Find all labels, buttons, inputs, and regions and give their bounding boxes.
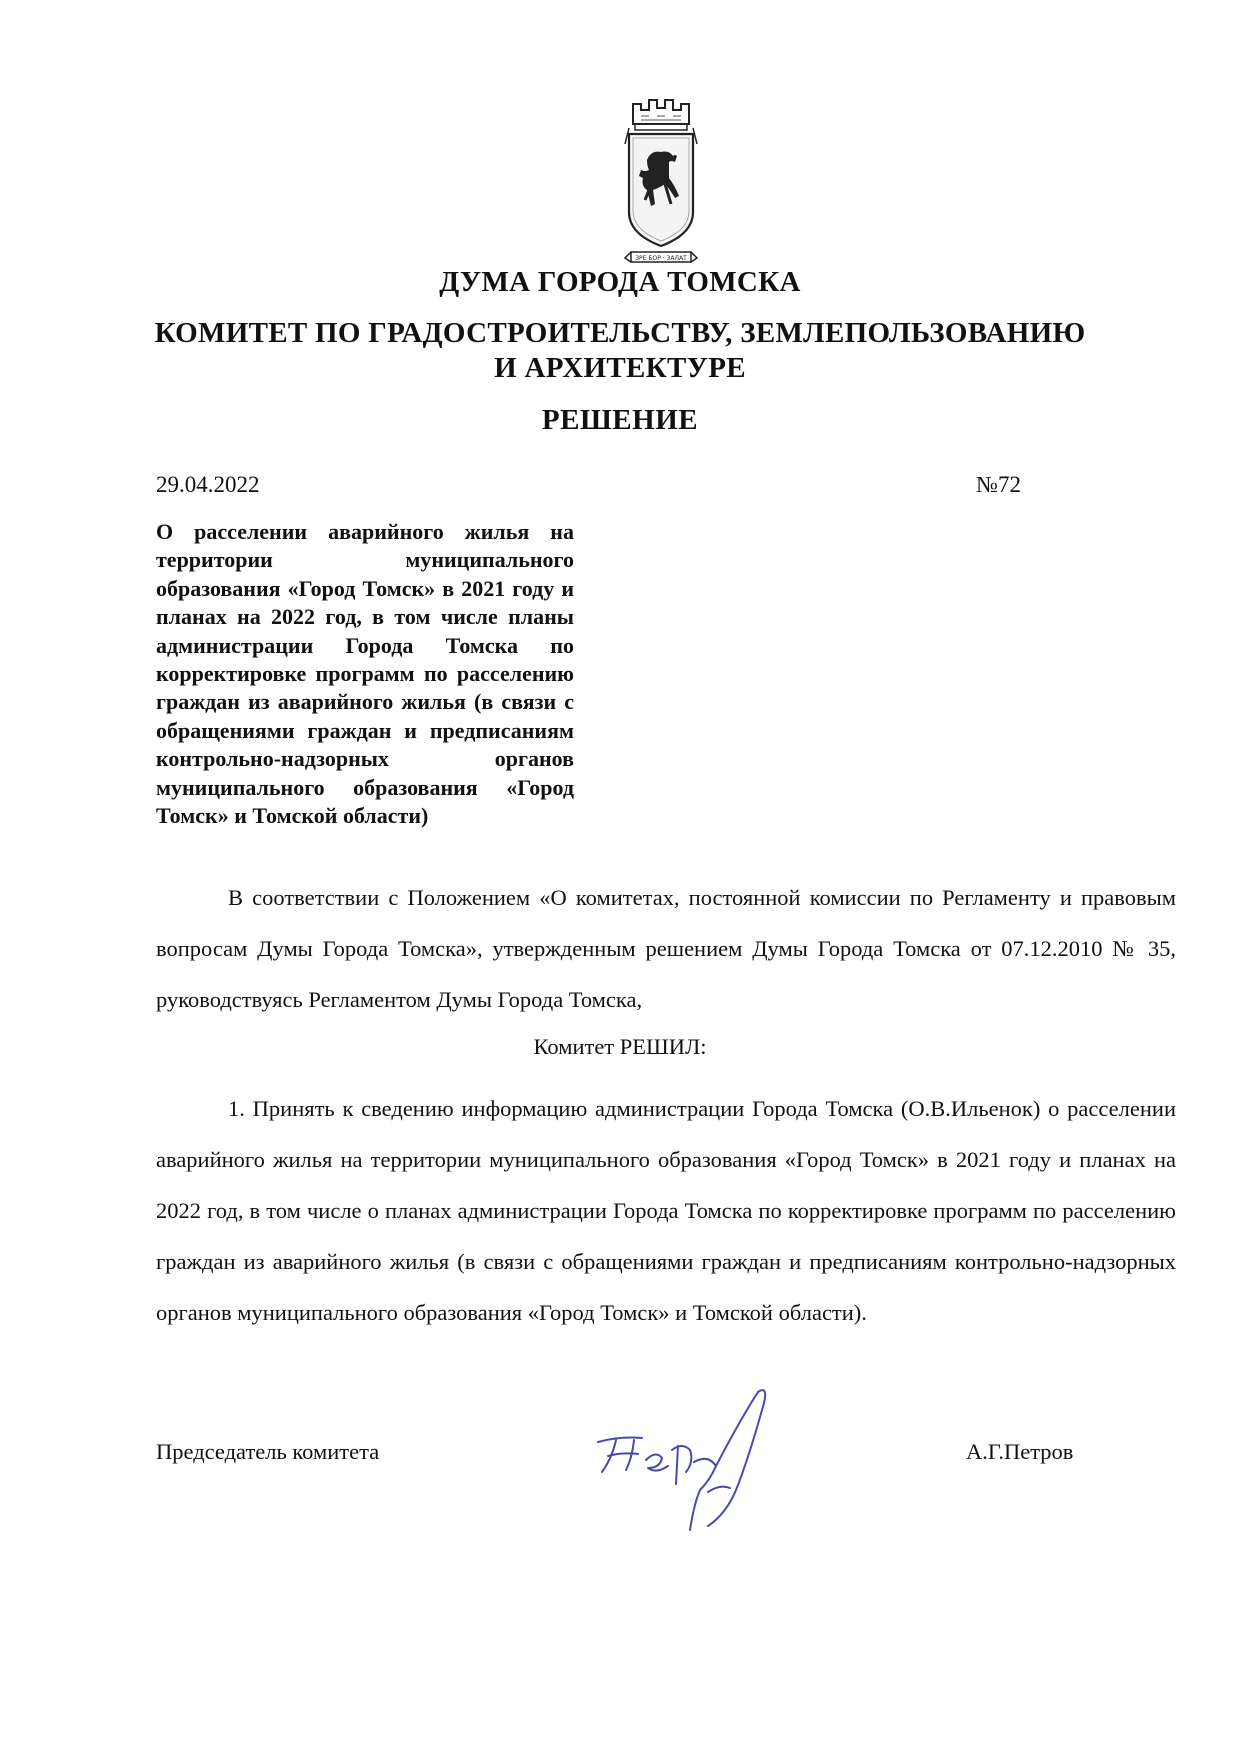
document-date: 29.04.2022 [156,472,260,497]
coat-of-arms-icon [611,94,711,274]
document-type: РЕШЕНИЕ [541,404,699,436]
motto-text: ЗРЕ БОР · ЗАЛАТ [635,255,687,262]
committee-title-line1: КОМИТЕТ ПО ГРАДОСТРОИТЕЛЬСТВУ, ЗЕМЛЕПОЛЬЗОВАНИЮ [154,317,1086,349]
document-subject: О расселении аварийного жилья на территории муниципального образования «Город Томск» в 2021 году и планах на 2022 год, в том числе планы администрации Города Томска по корректировке программ по расселению граждан из аварийного жилья (в связи с обращениями граждан и предписаниям контрольно-надзорных органов муниципального образования «Город Томск» и Томской области) [156,519,574,829]
committee-title [0,316,1240,386]
handwritten-signature-icon [590,1380,810,1550]
decision-item-1: 1. Принять к сведению информацию администрации Города Томска (О.В.Ильенок) о расселении аварийного жилья на территории муниципального образования «Город Томск» в 2021 году и планах на 2022 год, в том числе о планах администрации Города Томска по корректировке программ по расселению граждан из аварийного жилья (в связи с обращениями граждан и предписаниям контрольно-надзорных органов муниципального образования «Город Томск» и Томской области). [156,1096,1176,1325]
document-number: №72 [976,472,1021,497]
organization-title: ДУМА ГОРОДА ТОМСКА [439,266,801,298]
preamble-paragraph: В соответствии с Положением «О комитетах, постоянной комиссии по Регламенту и правовым вопросам Думы Города Томска», утвержденным решением Думы Города Томска от 07.12.2010 № 35, руководствуясь Регламентом Думы Города Томска, [156,885,1176,1012]
committee-title-line2: И АРХИТЕКТУРЕ [494,352,746,384]
signatory-name: А.Г.Петров [966,1439,1074,1464]
resolved-heading: Комитет РЕШИЛ: [533,1034,707,1059]
signatory-position: Председатель комитета [156,1439,380,1464]
